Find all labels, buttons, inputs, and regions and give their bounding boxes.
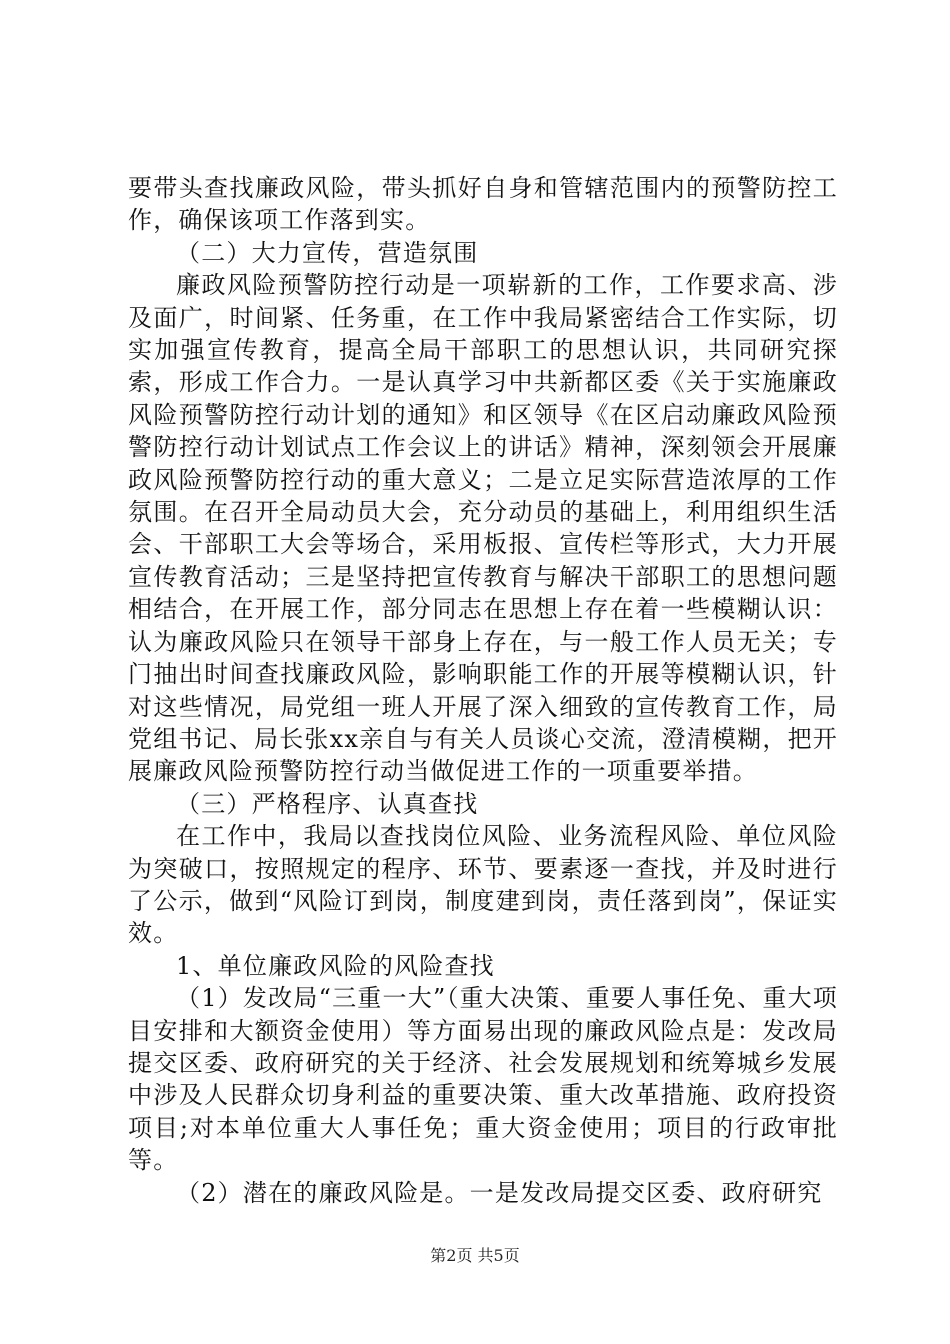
- paragraph-publicity: 廉政风险预警防控行动是一项崭新的工作，工作要求高、涉及面广，时间紧、任务重，在工作中我局紧密结合工作实际，切实加强宣传教育，提高全局干部职工的思想认识，共同研究探索，形成工作合力。一是认真学习中共新都区委《关于实施廉政风险预警防控行动计划的通知》和区领导《在区启动廉政风险预警防控行动计划试点工作会议上的讲话》精神，深刻领会开展廉政风险预警防控行动的重大意义；二是立足实际营造浓厚的工作氛围。在召开全局动员大会，充分动员的基础上，利用组织生活会、干部职工大会等场合，采用板报、宣传栏等形式，大力开展宣传教育活动；三是坚持把宣传教育与解决干部职工的思想问题相结合，在开展工作，部分同志在思想上存在着一些模糊认识：认为廉政风险只在领导干部身上存在，与一般工作人员无关；专门抽出时间查找廉政风险，影响职能工作的开展等模糊认识，针对这些情况，局党组一班人开展了深入细致的宣传教育工作，局党组书记、局长张xx亲自与有关人员谈心交流，澄清模糊，把开展廉政风险预警防控行动当做促进工作的一项重要举措。: [128, 271, 838, 786]
- paragraph-item-1: （1）发改局“三重一大”（重大决策、重要人事任免、重大项目安排和大额资金使用）等方面易出现的廉政风险点是：发改局提交区委、政府研究的关于经济、社会发展规划和统筹城乡发展中涉及人民群众切身利益的重要决策、重大改革措施、政府投资项目;对本单位重大人事任免；重大资金使用；项目的行政审批等。: [128, 984, 838, 1175]
- subheading-unit-risk: 1、单位廉政风险的风险查找: [176, 951, 495, 980]
- page-footer: 第2页 共5页: [430, 1246, 520, 1265]
- paragraph-item-2: （2）潜在的廉政风险是。一是发改局提交区委、政府研究: [176, 1178, 823, 1207]
- paragraph-procedure: 在工作中，我局以查找岗位风险、业务流程风险、单位风险为突破口，按照规定的程序、环节、要素逐一查找，并及时进行了公示，做到“风险订到岗，制度建到岗，责任落到岗”，保证实效。: [128, 822, 838, 948]
- paragraph-continuation: 要带头查找廉政风险，带头抓好自身和管辖范围内的预警防控工作，确保该项工作落到实。: [128, 174, 838, 235]
- document-body: [128, 172, 838, 1209]
- section-heading-2: （二）大力宣传，营造氛围: [176, 238, 479, 267]
- section-heading-3: （三）严格程序、认真查找: [176, 789, 479, 818]
